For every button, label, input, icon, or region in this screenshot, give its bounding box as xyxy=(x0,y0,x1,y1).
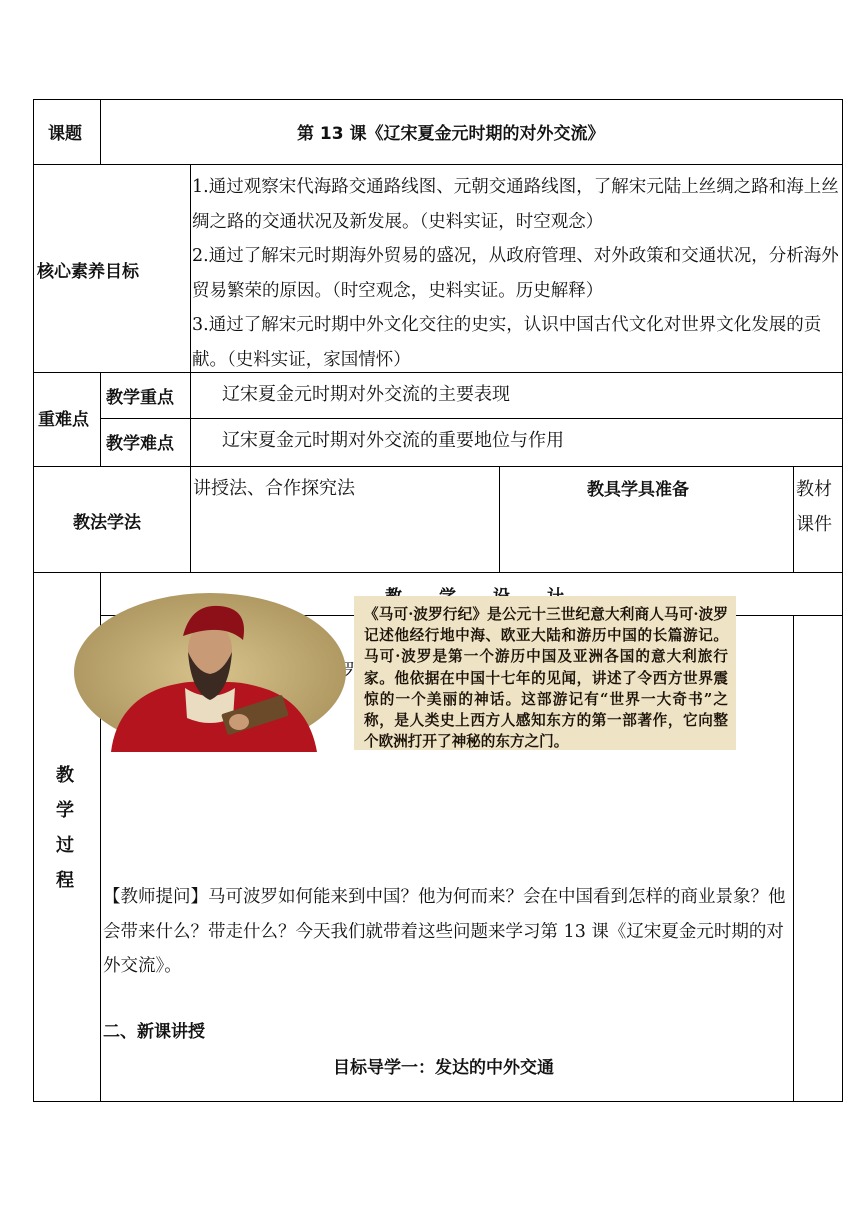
col-divider xyxy=(793,467,794,573)
key-point-label: 教学重点 xyxy=(106,388,174,408)
goals-label: 核心素养目标 xyxy=(37,262,139,282)
target-heading: 目标导学一：发达的中外交通 xyxy=(333,1058,554,1078)
new-lesson-heading: 二、新课讲授 xyxy=(103,1022,205,1042)
hand xyxy=(229,714,249,730)
hard-point-text: 辽宋夏金元时期对外交流的重要地位与作用 xyxy=(222,430,564,451)
methods-label: 教法学法 xyxy=(73,513,141,533)
key-point-text: 辽宋夏金元时期对外交流的主要表现 xyxy=(222,384,510,405)
row-divider xyxy=(33,572,843,573)
row-divider xyxy=(100,418,843,419)
lesson-label: 课题 xyxy=(48,124,82,144)
col-divider xyxy=(100,99,101,165)
lesson-title: 第 13 课《辽宋夏金元时期的对外交流》 xyxy=(297,124,605,144)
hard-point-label: 教学难点 xyxy=(106,434,174,454)
teacher-question: 【教师提问】马可波罗如何能来到中国？他为何而来？会在中国看到怎样的商业景象？他会带来什么？带走什么？今天我们就带着这些问题来学习第 13 课《辽宋夏金元时期的对外交流》。 xyxy=(103,887,786,976)
col-divider xyxy=(499,467,500,573)
row-divider xyxy=(33,466,843,467)
process-label: 教 学 过 程 xyxy=(56,765,74,891)
marco-polo-quote: 《马可·波罗行纪》是公元十三世纪意大利商人马可·波罗记述他经行地中海、欧亚大陆和游历中国的长篇游记。马可·波罗是第一个游历中国及亚洲各国的意大利旅行家。他依据在中国十七年的见闻，讲述了令西方世界震惊的一个美丽的神话。这部游记有“世界一大奇书”之称，是人类史上西方人感知东方的第一部著作，它向整个欧洲打开了神秘的东方之门。 xyxy=(354,596,736,750)
goals-text: 1.通过观察宋代海路交通路线图、元朝交通路线图，了解宋元陆上丝绸之路和海上丝绸之路的交通状况及新发展。（史料实证，时空观念） 2.通过了解宋元时期海外贸易的盛况，从政府管理、对外政策和交通状况，分析海外贸易繁荣的原因。（时空观念，史料实证。历史解释） 3.通过了解宋元时期中外文化交往的史实，认识中国古代文化对世界文化发展的贡献。（史料实证，家国情怀） xyxy=(192,177,839,370)
col-divider xyxy=(190,373,191,467)
col-divider xyxy=(793,616,794,1102)
tools-text: 教材 课件 xyxy=(796,479,832,535)
difficulty-label: 重难点 xyxy=(38,410,89,430)
col-divider xyxy=(100,373,101,467)
col-divider xyxy=(190,467,191,573)
marco-polo-portrait xyxy=(73,592,347,752)
methods-text: 讲授法、合作探究法 xyxy=(193,478,355,499)
col-divider xyxy=(190,165,191,373)
row-divider xyxy=(33,164,843,165)
tools-label: 教具学具准备 xyxy=(587,480,689,500)
